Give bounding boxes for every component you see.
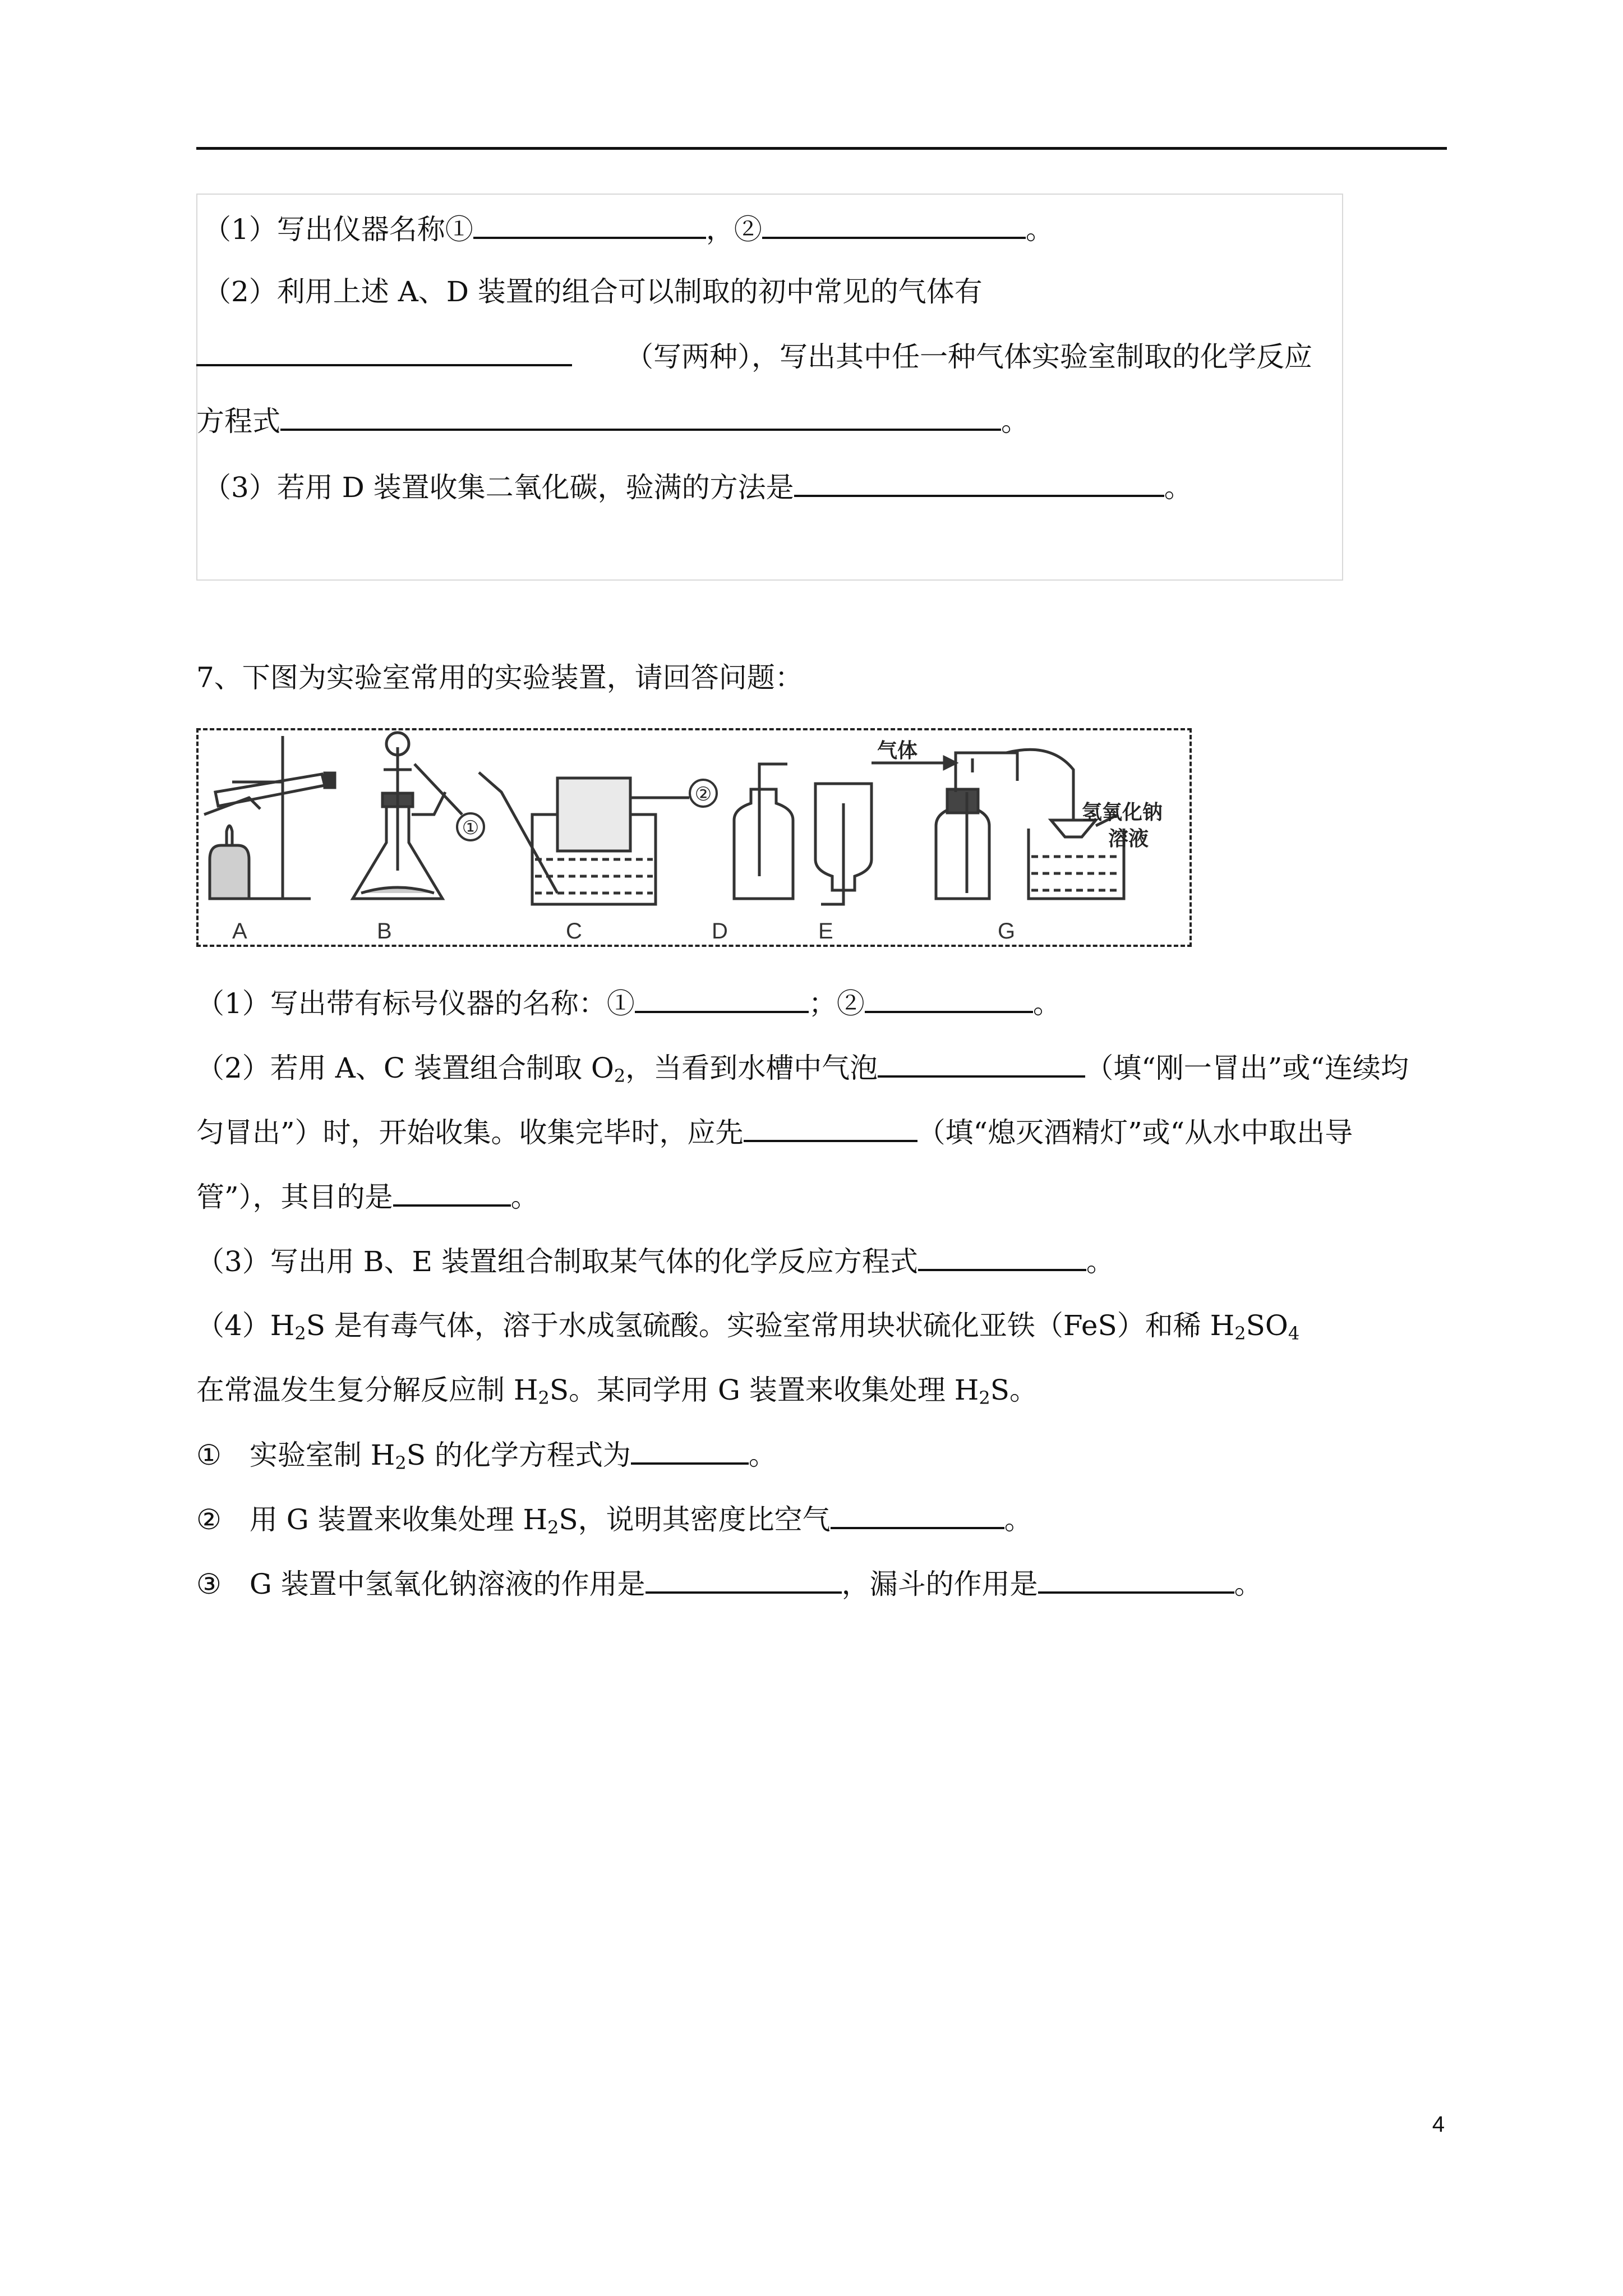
answer-blank[interactable]: [831, 1502, 1004, 1529]
q6-part1: （1）写出仪器名称① ，② 。: [203, 213, 1054, 246]
gas-label: 气体: [877, 739, 918, 762]
answer-blank[interactable]: [473, 212, 706, 239]
answer-blank[interactable]: [196, 339, 572, 366]
q7-title: 7、下图为实验室常用的实验装置，请回答问题：: [196, 661, 803, 694]
q7-part2-line2: 匀冒出”）时，开始收集。收集完毕时，应先 （填“熄灭酒精灯”或“从水中取出导: [196, 1116, 1353, 1149]
figure-label-c: C: [566, 919, 582, 944]
answer-blank[interactable]: [744, 1115, 917, 1142]
q7-part4-line1: $(4)H_2S$ 是有毒气体，溶于水成氢硫酸。实验室常用块状硫化亚铁（FeS）和稀 $H_2SO_4$: [196, 1309, 1300, 1344]
q7-subquestion-1: ① 实验室制 $H_2S$ 的化学方程式为 。: [196, 1439, 777, 1474]
q6-part2-line1: （2）利用上述 A、D 装置的组合可以制取的初中常见的气体有: [203, 275, 983, 308]
q7-part2-line1: （2）若用 A、C 装置组合制取 $O_2$，当看到水槽中气泡 （填“刚一冒出”或“连续均: [196, 1052, 1409, 1087]
apparatus-figure: [196, 728, 1192, 947]
answer-blank[interactable]: [918, 1244, 1086, 1271]
naoh-label-line1: 氢氧化钠: [1082, 800, 1163, 823]
naoh-label-line2: 溶液: [1108, 827, 1149, 850]
page-number: 4: [1432, 2112, 1445, 2137]
answer-blank[interactable]: [762, 212, 1026, 239]
q7-part4-line2: 在常温发生复分解反应制 $H_2S$。某同学用 G 装置来收集处理 $H_2S$。: [196, 1374, 1038, 1409]
marker-1-glyph: ①: [462, 817, 479, 839]
answer-blank[interactable]: [631, 1438, 749, 1465]
figure-label-e: E: [818, 919, 833, 944]
figure-label-d: D: [712, 919, 728, 944]
q6-part3: （3）若用 D 装置收集二氧化碳，验满的方法是 。: [203, 471, 1192, 504]
answer-blank[interactable]: [393, 1180, 511, 1207]
q7-subquestion-2: ② 用 G 装置来收集处理 $H_2S$，说明其密度比空气 。: [196, 1503, 1032, 1538]
figure-label-b: B: [377, 919, 392, 944]
q7-part1: （1）写出带有标号仪器的名称：① ；② 。: [196, 987, 1061, 1020]
figure-label-a: A: [232, 919, 247, 944]
answer-blank[interactable]: [635, 986, 809, 1013]
answer-blank[interactable]: [1038, 1567, 1234, 1594]
apparatus-drawing: [199, 730, 1189, 945]
figure-label-g: G: [998, 919, 1016, 944]
q7-part3: （3）写出用 B、E 装置组合制取某气体的化学反应方程式 。: [196, 1245, 1114, 1278]
answer-blank[interactable]: [878, 1051, 1085, 1078]
q6-part2-line3: 方程式 。: [196, 405, 1029, 438]
answer-blank[interactable]: [865, 986, 1033, 1013]
q6-part2-line2: （写两种），写出其中任一种气体实验室制取的化学反应: [196, 339, 1312, 374]
answer-blank[interactable]: [645, 1567, 842, 1594]
marker-2-glyph: ②: [694, 783, 712, 806]
q7-subquestion-3: ③ G 装置中氢氧化钠溶液的作用是 ，漏斗的作用是 。: [196, 1568, 1262, 1600]
question-6-box: [196, 194, 1343, 581]
q7-part2-line3: 管”），其目的是 。: [196, 1181, 539, 1213]
answer-blank[interactable]: [280, 404, 1001, 431]
answer-blank[interactable]: [794, 470, 1164, 497]
header-rule: [196, 147, 1447, 150]
